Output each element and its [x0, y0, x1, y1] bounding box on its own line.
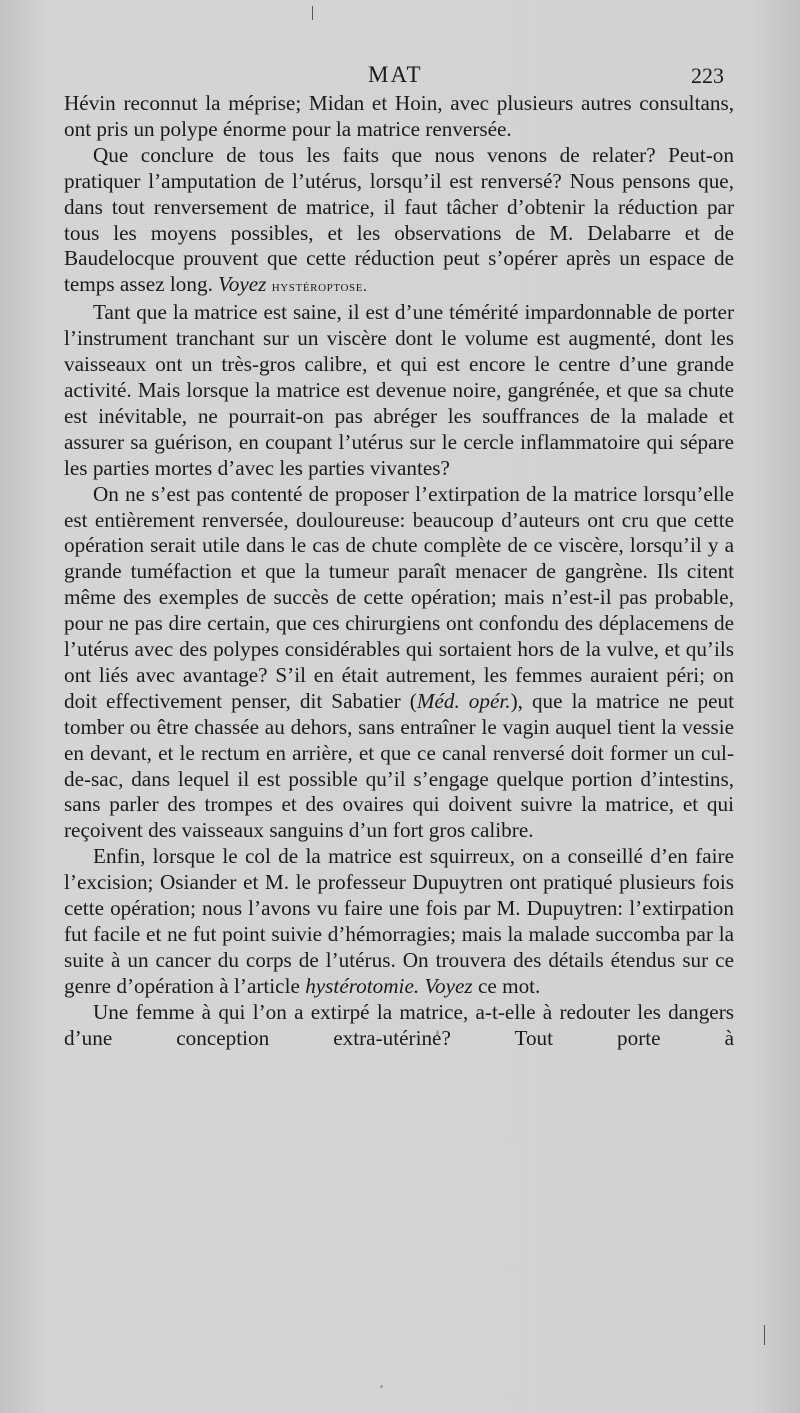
- italic-text: Voyez: [218, 272, 267, 297]
- text-run: On ne s’est pas contenté de proposer l’extirpation de la matrice lorsqu’elle est entièrement renversée, douloureuse: beaucoup d’auteurs ont cru que cette opération serait utile dans le cas de chute complète de ce viscère, lorsqu’il y a grande tuméfaction et que la tumeur paraît menacer de gangrène. Ils citent même des exemples de succès de cette opération; mais n’est-il pas probable, pour ne pas dire certain, que ces chirurgiens ont confondu des déplacemens de l’utérus avec des polypes considérables qui sortaient hors de la vulve, et qu’ils ont liés avec avantage? S’il en était autrement, les femmes auraient péri; on doit effectivement penser, dit Sabatier (: [64, 481, 734, 713]
- margin-tick: [764, 1325, 765, 1345]
- paragraph: [64, 482, 734, 845]
- paragraph: [64, 1000, 734, 1052]
- paragraph: [64, 143, 734, 300]
- page-header: [0, 62, 800, 94]
- paragraph: [64, 91, 734, 143]
- text-run: Une femme à qui l’on a extirpé la matrice, a-t-elle à redouter les dangers d’une conception extra-utérine? Tout porte à: [64, 999, 734, 1050]
- running-head: MAT: [368, 62, 423, 87]
- text-run: ce mot.: [472, 973, 541, 998]
- page-number: 223: [691, 63, 724, 88]
- ink-spot: [380, 1385, 383, 1388]
- text-run: Enfin, lorsque le col de la matrice est squirreux, on a conseillé d’en faire l’excision; Osiander et M. le professeur Dupuytren ont pratiqué plusieurs fois cette opération; nous l’avons vu faire une fois par M. Dupuytren: l’extirpation fut facile et ne fut point suivie d’hémorragies; mais la malade succomba par la suite à un cancer du corps de l’utérus. On trouvera des détails étendus sur ce genre d’opération à l’article: [64, 844, 734, 998]
- paragraph: [64, 300, 734, 481]
- italic-text: Méd. opér.: [416, 688, 511, 713]
- italic-text: hystérotomie. Voyez: [305, 973, 473, 998]
- ink-spot: [436, 1030, 439, 1036]
- text-run: Tant que la matrice est saine, il est d’une témérité impardonnable de porter l’instrument tranchant sur un viscère dont le volume est augmenté, dont les vaisseaux ont un très-gros calibre, et qui est encore le centre d’une grande activité. Mais lorsque la matrice est devenue noire, gangrénée, et que sa chute est inévitable, ne pourrait-on pas abréger les souffrances de la malade et assurer sa guérison, en coupant l’utérus sur le cercle inflammatoire qui sépare les parties mortes d’avec les parties vivantes?: [64, 300, 734, 480]
- smallcaps-text: hystéroptose.: [271, 278, 368, 296]
- paragraph: [64, 844, 734, 999]
- text-run: ), que la matrice ne peut tomber ou être chassée au dehors, sans entraîner le vagin auquel tient la vessie en devant, et le rectum en arrière, et que ce canal renversé doit former un cul-de-sac, dans lequel il est possible qu’il s’engage quelque portion d’intestins, sans parler des trompes et des ovaires qui doivent suivre la matrice, et qui reçoivent des vaisseaux sanguins d’un fort gros calibre.: [64, 688, 734, 843]
- text-body: [64, 91, 734, 1052]
- text-run: Que conclure de tous les faits que nous venons de relater? Peut-on pratiquer l’amputation de l’utérus, lorsqu’il est renversé? Nous pensons que, dans tout renversement de matrice, il faut tâcher d’obtenir la réduction par tous les moyens possibles, et les observations de M. Delabarre et de Baudelocque prouvent que cette réduction peut s’opérer après un espace de temps assez long.: [64, 142, 734, 297]
- margin-tick: [312, 6, 313, 20]
- text-run: Hévin reconnut la méprise; Midan et Hoin, avec plusieurs autres consultans, ont pris un polype énorme pour la matrice renversée.: [64, 91, 734, 141]
